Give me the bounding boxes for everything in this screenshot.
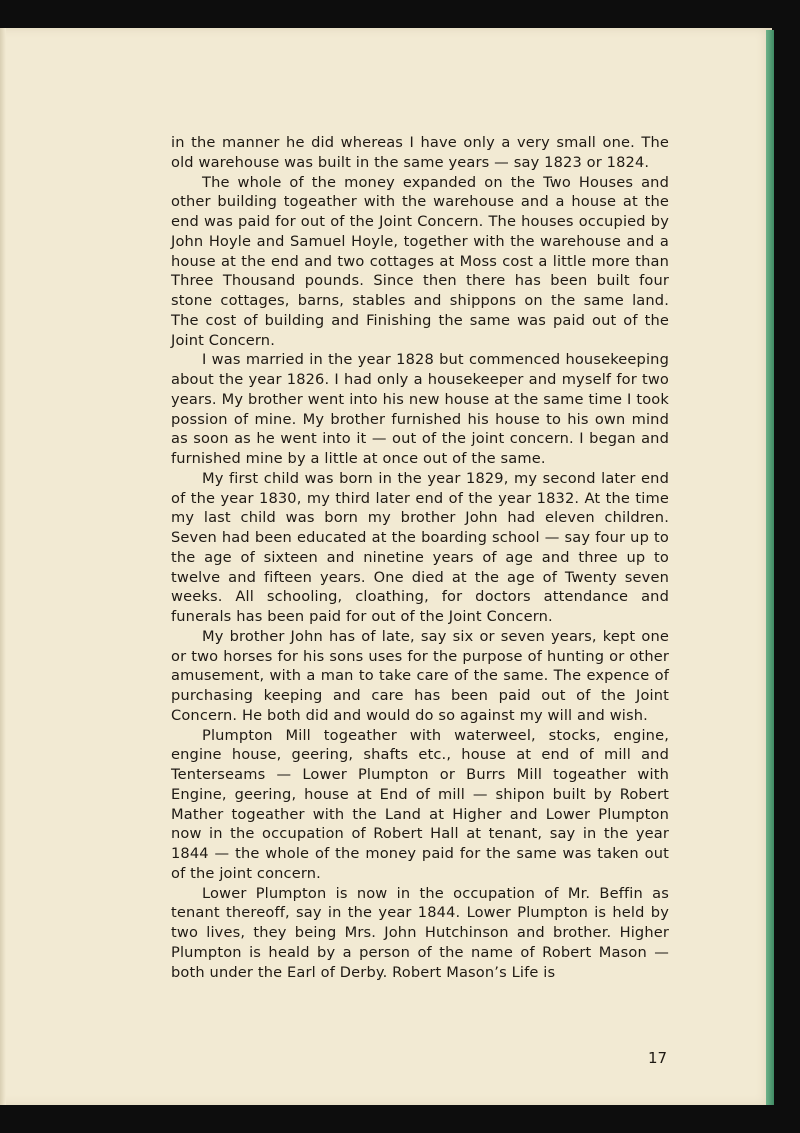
paragraph: My brother John has of late, say six or seven years, kept one or two horses for his sons uses for the purpose of hunting or other amusement, with a man to take care of the same. The expence of purchasing keeping and care has been paid out of the Joint Concern. He both did and would do so against my will and wish. — [171, 627, 669, 724]
body-text — [171, 133, 669, 982]
paragraph: in the manner he did whereas I have only a very small one. The old warehouse was built in the same years — say 1823 or 1824. — [171, 134, 669, 171]
paragraph: My first child was born in the year 1829, my second later end of the year 1830, my third later end of the year 1832. At the time my last child was born my brother John had eleven children. Seven had been educated at the boarding school — say four up to the age of sixteen and ninetine years of age and three up to twelve and fifteen years. One died at the age of Twenty seven weeks. All schooling, cloathing, for doctors attendance and funerals has been paid for out of the Joint Concern. — [171, 469, 669, 625]
paragraph: Lower Plumpton is now in the occupation of Mr. Beffin as tenant thereoff, say in the year 1844. Lower Plumpton is held by two lives, they being Mrs. John Hutchinson and brother. Higher Plumpton is heald by a person of the name of Robert Mason — both under the Earl of Derby. Robert Mason’s Life is — [171, 884, 669, 981]
page-number: 17 — [648, 1049, 668, 1067]
paragraph: The whole of the money expanded on the Two Houses and other building togeather with the warehouse and a house at the end was paid for out of the Joint Concern. The houses occupied by John Hoyle and Samuel Hoyle, together with the warehouse and a house at the end and two cottages at Moss cost a little more than Three Thousand pounds. Since then there has been built four stone cottages, barns, stables and shippons on the same land. The cost of building and Finishing the same was paid out of the Joint Concern. — [171, 173, 669, 349]
book-cover-edge — [766, 30, 774, 1105]
page-gutter-shadow — [0, 28, 6, 1105]
paragraph: Plumpton Mill togeather with waterweel, stocks, engine, engine house, geering, shafts etc., house at end of mill and Tenterseams — Lower Plumpton or Burrs Mill togeather with Engine, geering, house at End of mill — shipon built by Robert Mather togeather with the Land at Higher and Lower Plumpton now in the occupation of Robert Hall at tenant, say in the year 1844 — the whole of the money paid for the same was taken out of the joint concern. — [171, 726, 669, 882]
paragraph: I was married in the year 1828 but commenced housekeeping about the year 1826. I had only a housekeeper and myself for two years. My brother went into his new house at the same time I took possion of mine. My brother furnished his house to his own mind as soon as he went into it — out of the joint concern. I began and furnished mine by a little at once out of the same. — [171, 351, 669, 467]
